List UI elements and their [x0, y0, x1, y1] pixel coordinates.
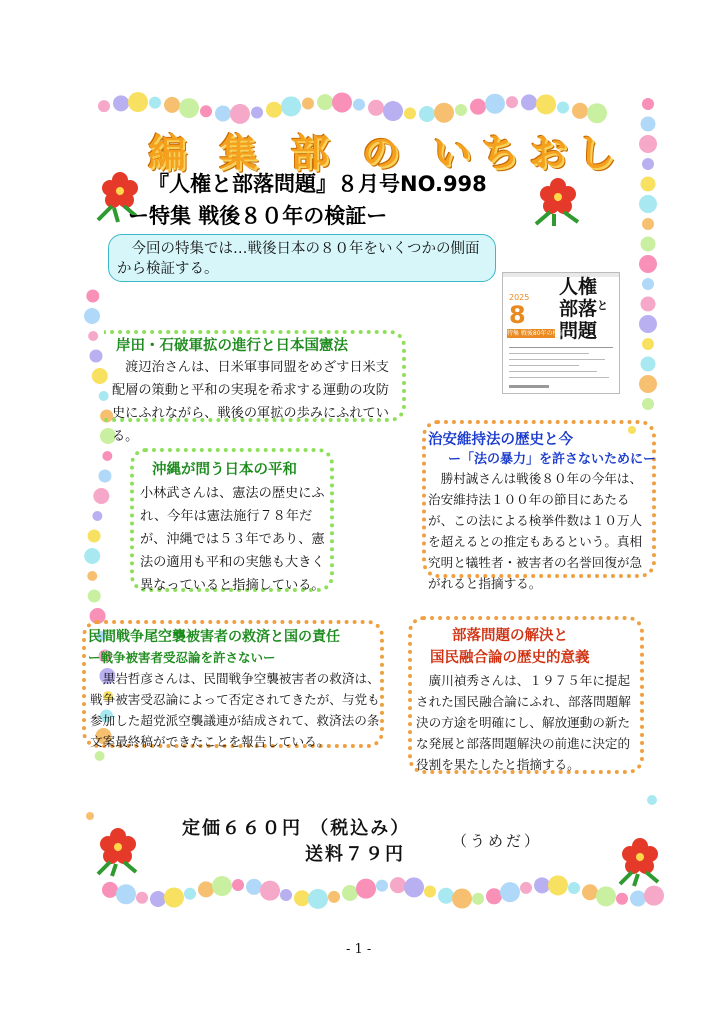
decorative-dot: [472, 893, 484, 905]
decorative-dot: [557, 102, 569, 114]
decorative-dot: [164, 887, 184, 907]
decorative-dot: [390, 877, 406, 893]
decorative-dot: [280, 889, 292, 901]
decorative-dot: [534, 877, 550, 893]
decorative-dot: [88, 590, 101, 603]
cover-line: [509, 359, 605, 360]
flower-icon-top-right: [536, 178, 578, 226]
cover-line: [509, 347, 613, 348]
cover-line: [509, 385, 549, 388]
decorative-dot: [383, 101, 403, 121]
decorative-dot: [642, 158, 654, 170]
decorative-dot: [639, 255, 657, 273]
price-label: 定価６６０円 （税込み）: [182, 818, 411, 839]
decorative-dot: [521, 94, 537, 110]
article-body: 廣川禎秀さんは、１９７５年に提起された国民融合論にふれ、部落問題解決の方途を明確にし、解放運動の新たな発展と部落問題解決の前進に決定的役割を果たしたと指摘する。: [416, 673, 631, 772]
decorative-dot: [92, 511, 102, 521]
article-heading: 部落問題の解決と: [452, 628, 568, 644]
cover-title-mid: と: [597, 299, 608, 312]
article-body: 渡辺治さんは、日米軍事同盟をめざす日米支配層の策動と平和の実現を希求する運動の攻防史にふれながら、戦後の軍拡の歩みにふれている。: [112, 360, 389, 444]
decorative-dot: [251, 107, 263, 119]
decorative-dot: [642, 218, 654, 230]
cover-title-2: 部落: [559, 298, 598, 320]
decorative-dot: [647, 795, 657, 805]
decorative-dot: [582, 884, 598, 900]
decorative-dot: [150, 891, 166, 907]
decorative-dot: [642, 338, 654, 350]
decorative-dot: [113, 95, 129, 111]
decorative-dot: [164, 97, 180, 113]
decorative-dot: [128, 92, 148, 112]
decorative-dot: [215, 105, 231, 121]
decorative-dot: [639, 195, 657, 213]
decorative-dot: [89, 350, 102, 363]
article-heading: 岸田・石破軍拡の進行と日本国憲法: [116, 338, 348, 354]
decorative-dot: [93, 488, 109, 504]
decorative-dot: [230, 104, 250, 124]
decorative-dot: [376, 880, 388, 892]
decorative-dot: [506, 96, 518, 108]
decorative-dot: [149, 97, 161, 109]
article-subheading: 国民融合論の歴史的意義: [430, 650, 590, 666]
decorative-dot: [353, 99, 365, 111]
intro-box: 今回の特集では…戦後日本の８０年をいくつかの側面から検証する。: [108, 234, 496, 282]
decorative-dot: [87, 571, 97, 581]
decorative-dot: [572, 103, 588, 119]
decorative-dot: [179, 98, 199, 118]
decorative-dot: [116, 884, 136, 904]
decorative-dot: [642, 98, 654, 110]
cover-month: 8: [509, 301, 526, 329]
decorative-dot: [404, 107, 416, 119]
decorative-dot: [88, 331, 98, 341]
cover-title-3: 問題: [559, 320, 598, 342]
decorative-dot: [568, 882, 580, 894]
decorative-dot: [212, 876, 232, 896]
decorative-dot: [639, 315, 657, 333]
decorative-dot: [136, 892, 148, 904]
decorative-dot: [424, 885, 436, 897]
decorative-dot: [639, 135, 657, 153]
decorative-dot: [536, 94, 556, 114]
decorative-dot: [616, 893, 628, 905]
decorative-dot: [434, 103, 454, 123]
decorative-dot: [302, 98, 314, 110]
article-box-chian-iji: [422, 420, 657, 591]
decorative-dot: [438, 888, 454, 904]
decorative-dot: [485, 94, 505, 114]
magazine-cover-image: [502, 272, 620, 394]
decorative-dot: [88, 530, 101, 543]
cover-subtitle: 特集 戦後80年の検証: [507, 330, 565, 337]
cover-line: [509, 365, 579, 366]
special-feature-heading: ー特集 戦後８０年の検証ー: [128, 204, 388, 228]
decorative-dot: [644, 886, 664, 906]
decorative-dot: [98, 100, 110, 112]
cover-line: [509, 353, 589, 354]
article-body: 勝村誠さんは戦後８０年の今年は、治安維持法１００年の節目にあたるが、この法による検挙件数は１０万人を超えるとの推定もあるという。真相究明と犠牲者・被害者の名誉回復が急がれると指摘する。: [428, 471, 643, 591]
decorative-dot: [294, 890, 310, 906]
author-credit: （うめだ）: [452, 832, 543, 850]
decorative-dot: [520, 882, 532, 894]
decorative-dot: [308, 889, 328, 909]
article-subheading: ー「法の暴力」を許さないためにー: [448, 452, 657, 467]
decorative-dot: [630, 890, 646, 906]
decorative-dot: [548, 875, 568, 895]
cover-year: 2025: [509, 293, 530, 302]
decorative-dot: [641, 297, 656, 312]
decorative-dot: [587, 103, 607, 123]
decorative-dot: [419, 106, 435, 122]
decorative-dot: [232, 879, 244, 891]
decorative-dot: [102, 451, 112, 461]
decorative-dot: [368, 100, 384, 116]
decorative-dot: [342, 885, 358, 901]
decorative-dot: [200, 105, 212, 117]
postage-label: 送料７９円: [305, 844, 405, 865]
page-title: 編 集 部 の いちおし: [148, 131, 625, 175]
decorative-dot: [641, 237, 656, 252]
decorative-dot: [266, 102, 282, 118]
decorative-dot: [486, 888, 502, 904]
cover-line: [509, 377, 609, 378]
decorative-dot: [84, 548, 100, 564]
article-subheading: ー戦争被害者受忍論を許さないー: [88, 650, 276, 665]
decorative-dot: [641, 357, 656, 372]
decorative-dot: [639, 375, 657, 393]
article-box-buraku: [408, 616, 644, 774]
decorative-dot: [642, 398, 654, 410]
decorative-dot: [642, 278, 654, 290]
decorative-dot: [246, 879, 262, 895]
article-box-okinawa: [130, 448, 334, 592]
decorative-dot: [596, 886, 616, 906]
article-heading: 民間戦争尾空襲被害者の救済と国の責任: [88, 629, 340, 645]
decorative-dot: [500, 882, 520, 902]
article-heading: 治安維持法の歴史と今: [428, 432, 573, 448]
decorative-dot: [260, 881, 280, 901]
decorative-dot: [328, 891, 340, 903]
decorative-dot: [98, 470, 111, 483]
decorative-dot: [404, 877, 424, 897]
article-box-kushu: [82, 620, 384, 748]
decorative-dot: [281, 96, 301, 116]
decorative-dot: [452, 889, 472, 909]
decorative-dot: [184, 888, 196, 900]
article-heading: 沖縄が問う日本の平和: [152, 462, 297, 478]
decorative-dot: [641, 117, 656, 132]
decorative-dot: [470, 99, 486, 115]
decorative-dot: [198, 881, 214, 897]
decorative-dot: [84, 308, 100, 324]
article-box-kishida: [104, 330, 406, 444]
decorative-dot: [102, 882, 118, 898]
decorative-dot: [455, 104, 467, 116]
decorative-dot: [86, 290, 99, 303]
cover-title-1: 人権: [559, 276, 598, 298]
decorative-dot: [356, 879, 376, 899]
decorative-dot: [95, 751, 105, 761]
issue-heading: 『人権と部落問題』８月号NO.998: [148, 172, 487, 196]
cover-line: [509, 371, 597, 372]
decorative-dot: [641, 177, 656, 192]
decorative-dot: [86, 812, 94, 820]
page-number: - 1 -: [346, 942, 372, 957]
decorative-dot: [317, 94, 333, 110]
flower-icon-bottom-left: [98, 828, 136, 876]
flower-icon-bottom-right: [620, 838, 658, 886]
decorative-dot: [332, 92, 352, 112]
article-body: 黒岩哲彦さんは、民間戦争空襲被害者の救済は、戦争被害受忍論によって否定されてきたが、与党も参加した超党派空襲議連が結成されて、救済法の条文案最終稿ができたことを報告している。: [90, 671, 380, 749]
article-body: 小林武さんは、憲法の歴史にふれ、今年は憲法施行７８年だが、沖縄では５３年であり、憲法の適用も平和の実態も大きく異なっていると指摘している。: [140, 486, 325, 593]
